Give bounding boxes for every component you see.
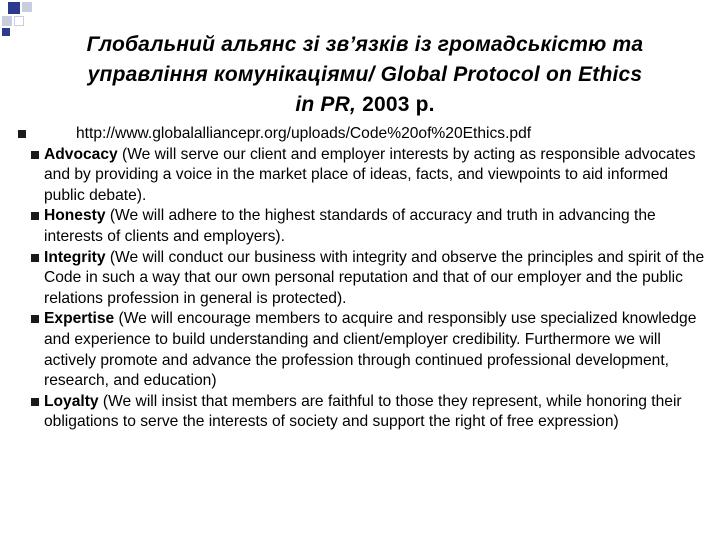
square-bullet-icon xyxy=(18,130,26,138)
square-bullet-icon xyxy=(31,315,39,323)
list-item-loyalty xyxy=(18,392,708,433)
item-text: (We will adhere to the highest standards of accuracy and truth in advancing the interests of clients and employers). xyxy=(44,207,656,245)
item-text: (We will encourage members to acquire and responsibly use specialized knowledge and experience to build understanding and client/employer credibility. Furthermore we will actively promote and advance the profession through continued professional development, research, and education) xyxy=(44,310,697,390)
deco-square-light xyxy=(2,16,12,26)
item-term: Integrity xyxy=(44,248,106,266)
item-term: Advocacy xyxy=(44,145,118,163)
deco-square-light xyxy=(22,2,32,12)
item-term: Loyalty xyxy=(44,392,99,410)
list-item-honesty xyxy=(18,206,708,247)
list-item-expertise xyxy=(18,309,708,391)
list-item-integrity xyxy=(18,248,708,310)
item-text: (We will insist that members are faithful to those they represent, while honoring their obligations to serve the interests of society and support the right of free expression) xyxy=(44,392,682,431)
title-line-2: управління комунікаціями/ Global Protocol on Ethics xyxy=(87,63,643,86)
deco-square-outline xyxy=(14,16,24,26)
title-line-3-plain: 2003 р. xyxy=(356,93,435,116)
source-link[interactable]: http://www.globalalliancepr.org/uploads/Code%20of%20Ethics.pdf xyxy=(76,125,532,142)
slide-body xyxy=(18,124,708,433)
item-term: Honesty xyxy=(44,207,106,225)
title-line-1: Глобальний альянс зі зв’язків із громадськістю та xyxy=(86,33,644,56)
title-line-3 xyxy=(40,90,690,120)
slide-title xyxy=(40,30,690,120)
deco-square-dark xyxy=(8,2,20,14)
title-line-3-italic: in PR, xyxy=(295,93,357,116)
square-bullet-icon xyxy=(31,151,39,159)
list-item-advocacy xyxy=(18,145,708,207)
url-item xyxy=(18,124,708,145)
item-text: (We will conduct our business with integrity and observe the principles and spirit of the Code in such a way that our own personal reputation and that of our employer and the public relations profession in general is protected). xyxy=(44,248,705,307)
square-bullet-icon xyxy=(31,212,39,220)
square-bullet-icon xyxy=(31,254,39,262)
item-term: Expertise xyxy=(44,310,115,328)
deco-square-dark xyxy=(2,28,10,36)
square-bullet-icon xyxy=(31,398,39,406)
item-text: (We will serve our client and employer interests by acting as responsible advocates and by providing a voice in the market place of ideas, facts, and viewpoints to aid informed public debate). xyxy=(44,145,696,204)
